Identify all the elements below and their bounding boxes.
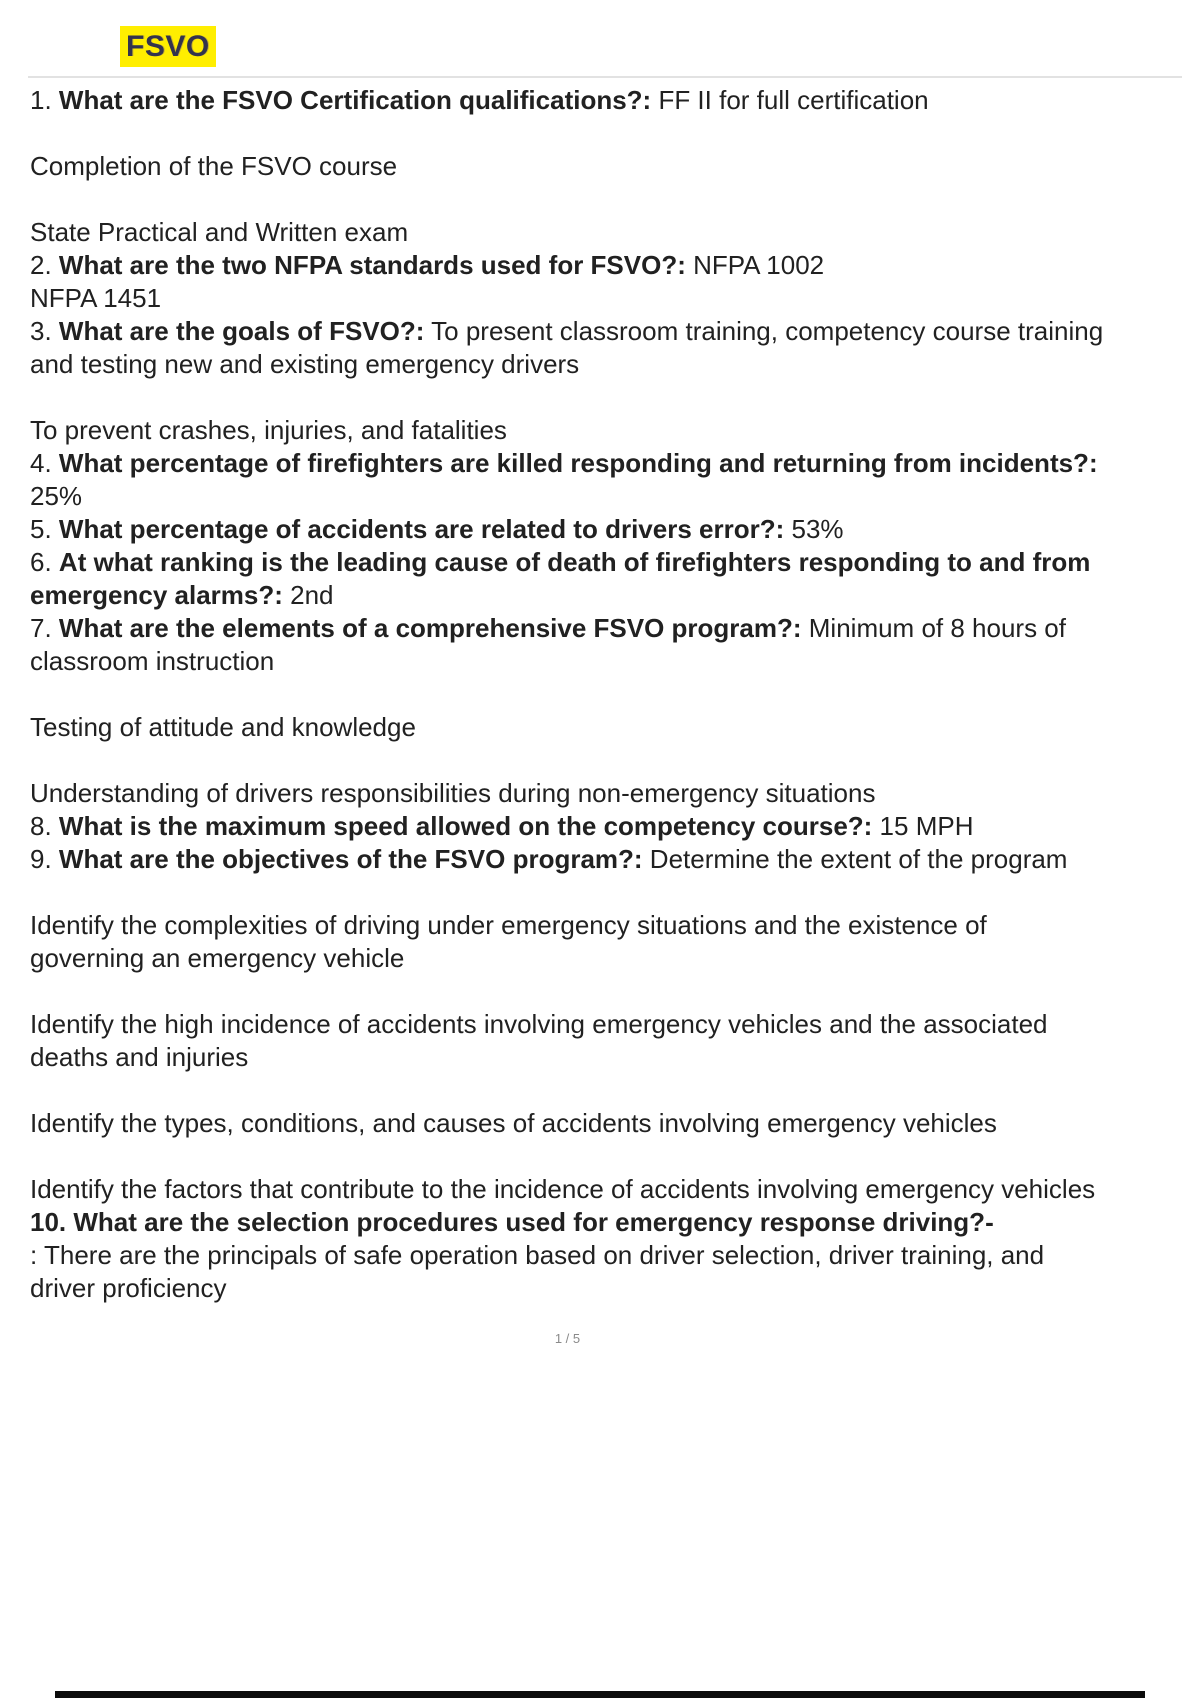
answer-text: 7.: [30, 613, 59, 643]
answer-text: Understanding of drivers responsibilities during non-emergency situations: [30, 778, 876, 808]
blank-line: [30, 183, 1105, 216]
paragraph: [30, 777, 1105, 810]
document-header: [0, 0, 1200, 63]
next-page-top-bar: [55, 1691, 1145, 1698]
answer-text: Determine the extent of the program: [642, 844, 1068, 874]
question-text: What are the objectives of the FSVO program?:: [58, 844, 643, 874]
paragraph: [30, 1173, 1105, 1206]
header-divider: [28, 76, 1182, 78]
answer-text: To present classroom training, competency course training and testing new and existing emergency drivers: [30, 316, 1104, 379]
question-text: At what ranking is the leading cause of death of firefighters responding to and from emergency alarms?:: [30, 547, 1091, 610]
blank-line: [30, 381, 1105, 414]
answer-text: Minimum of 8 hours of classroom instruction: [30, 613, 1066, 676]
paragraph: [30, 909, 1105, 975]
document-footer: [30, 1331, 1105, 1346]
paragraph: [30, 1206, 1105, 1239]
answer-text: NFPA 1002: [685, 250, 825, 280]
question-text: What are the two NFPA standards used for FSVO?:: [58, 250, 686, 280]
answer-text: Identify the factors that contribute to the incidence of accidents involving emergency vehicles: [30, 1174, 1096, 1204]
question-text: What are the elements of a comprehensive FSVO program?:: [58, 613, 802, 643]
answer-text: FF II for full certification: [651, 85, 929, 115]
blank-line: [30, 1074, 1105, 1107]
paragraph: [30, 1239, 1105, 1305]
answer-text: 6.: [30, 547, 59, 577]
blank-line: [30, 678, 1105, 711]
blank-line: [30, 876, 1105, 909]
paragraph: [30, 843, 1105, 876]
answer-text: 1.: [30, 85, 59, 115]
answer-text: Testing of attitude and knowledge: [30, 712, 416, 742]
fsvo-logo: FSVO: [120, 26, 216, 67]
paragraph: [30, 282, 1105, 315]
answer-text: 15 MPH: [872, 811, 974, 841]
blank-line: [30, 975, 1105, 1008]
answer-text: 4.: [30, 448, 59, 478]
question-text: What are the FSVO Certification qualifications?:: [58, 85, 652, 115]
question-text: What percentage of accidents are related to drivers error?:: [58, 514, 785, 544]
paragraph: [30, 249, 1105, 282]
paragraph: [30, 1008, 1105, 1074]
answer-text: 2.: [30, 250, 59, 280]
question-text: What are the goals of FSVO?:: [58, 316, 425, 346]
paragraph: [30, 546, 1105, 612]
answer-text: Identify the types, conditions, and causes of accidents involving emergency vehicles: [30, 1108, 997, 1138]
document-body: [30, 84, 1105, 1305]
question-text: 10. What are the selection procedures used for emergency response driving?-: [30, 1207, 994, 1237]
answer-text: To prevent crashes, injuries, and fatalities: [30, 415, 507, 445]
answer-text: 8.: [30, 811, 59, 841]
answer-text: Completion of the FSVO course: [30, 151, 398, 181]
answer-text: : There are the principals of safe operation based on driver selection, driver training, and driver proficiency: [30, 1240, 1045, 1303]
answer-text: Identify the high incidence of accidents involving emergency vehicles and the associated deaths and injuries: [30, 1009, 1048, 1072]
paragraph: [30, 513, 1105, 546]
page-indicator: 1 / 5: [554, 1331, 581, 1346]
question-text: What is the maximum speed allowed on the competency course?:: [58, 811, 873, 841]
paragraph: [30, 150, 1105, 183]
answer-text: State Practical and Written exam: [30, 217, 409, 247]
paragraph: [30, 447, 1105, 513]
answer-text: 5.: [30, 514, 59, 544]
paragraph: [30, 612, 1105, 678]
paragraph: [30, 216, 1105, 249]
paragraph: [30, 1107, 1105, 1140]
blank-line: [30, 1140, 1105, 1173]
blank-line: [30, 117, 1105, 150]
answer-text: 25%: [30, 481, 83, 511]
question-text: What percentage of firefighters are killed responding and returning from incidents?:: [58, 448, 1098, 478]
paragraph: [30, 84, 1105, 117]
blank-line: [30, 744, 1105, 777]
paragraph: [30, 810, 1105, 843]
paragraph: [30, 315, 1105, 381]
answer-text: 3.: [30, 316, 59, 346]
answer-text: NFPA 1451: [30, 283, 162, 313]
answer-text: 2nd: [282, 580, 334, 610]
answer-text: Identify the complexities of driving under emergency situations and the existence of governing an emergency vehicle: [30, 910, 987, 973]
paragraph: [30, 711, 1105, 744]
answer-text: 53%: [784, 514, 844, 544]
paragraph: [30, 414, 1105, 447]
answer-text: 9.: [30, 844, 59, 874]
